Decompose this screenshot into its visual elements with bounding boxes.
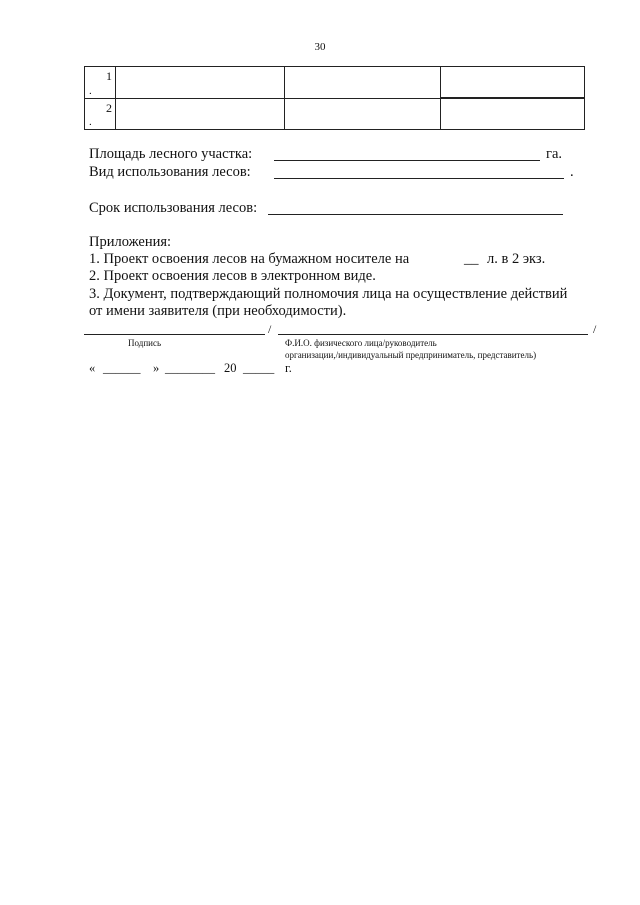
attachment-item-1-blank[interactable]: __ [464, 251, 479, 267]
attachment-item-1: 1. Проект освоения лесов на бумажном носителе на [89, 251, 410, 267]
signature-line[interactable] [84, 334, 265, 335]
full-name-line[interactable] [278, 334, 588, 335]
area-unit: га. [546, 146, 563, 162]
date-year-suffix: г. [285, 361, 292, 375]
table-cell [441, 67, 585, 99]
attachment-item-1-suffix: л. в 2 экз. [487, 251, 546, 267]
table-cell [285, 98, 441, 130]
table-cell [285, 67, 441, 99]
area-input-line[interactable] [274, 160, 540, 161]
name-caption-line-2: организации,/индивидуальный предприниматель, представитель) [285, 350, 537, 360]
row-number: 1 [106, 69, 112, 83]
attachment-item-2: 2. Проект освоения лесов в электронном виде. [89, 268, 376, 284]
row-dot: . [89, 116, 92, 128]
attachment-item-3-line-1: 3. Документ, подтверждающий полномочия лица на осуществление действий [89, 286, 568, 302]
row-number-cell [85, 67, 116, 99]
date-close-quote: » [153, 361, 160, 375]
usage-input-line[interactable] [274, 178, 564, 179]
row-number-cell [85, 98, 116, 130]
date-day-blank[interactable]: ______ [103, 361, 141, 375]
usage-label: Вид использования лесов: [89, 164, 251, 180]
table-cell [441, 98, 585, 130]
area-label: Площадь лесного участка: [89, 146, 253, 162]
date-year-prefix: 20 [224, 361, 237, 375]
attachment-item-3-line-2: от имени заявителя (при необходимости). [89, 303, 347, 319]
signature-slash: / [268, 322, 272, 336]
term-input-line[interactable] [268, 214, 563, 215]
term-label: Срок использования лесов: [89, 200, 258, 216]
name-caption-line-1: Ф.И.О. физического лица/руководитель [285, 338, 437, 348]
usage-end: . [570, 164, 574, 180]
table-cell [116, 98, 285, 130]
table-row [85, 67, 585, 99]
date-open-quote: « [89, 361, 96, 375]
table-row [85, 98, 585, 130]
date-year-blank[interactable]: _____ [243, 361, 275, 375]
page-number: 30 [314, 41, 326, 53]
row-number: 2 [106, 100, 112, 115]
full-name-slash: / [593, 322, 597, 336]
attachments-heading: Приложения: [89, 234, 172, 250]
signature-caption: Подпись [128, 338, 162, 348]
table-cell [116, 67, 285, 99]
row-dot: . [89, 84, 92, 97]
date-month-blank[interactable]: ________ [165, 361, 215, 375]
application-table [84, 66, 585, 130]
